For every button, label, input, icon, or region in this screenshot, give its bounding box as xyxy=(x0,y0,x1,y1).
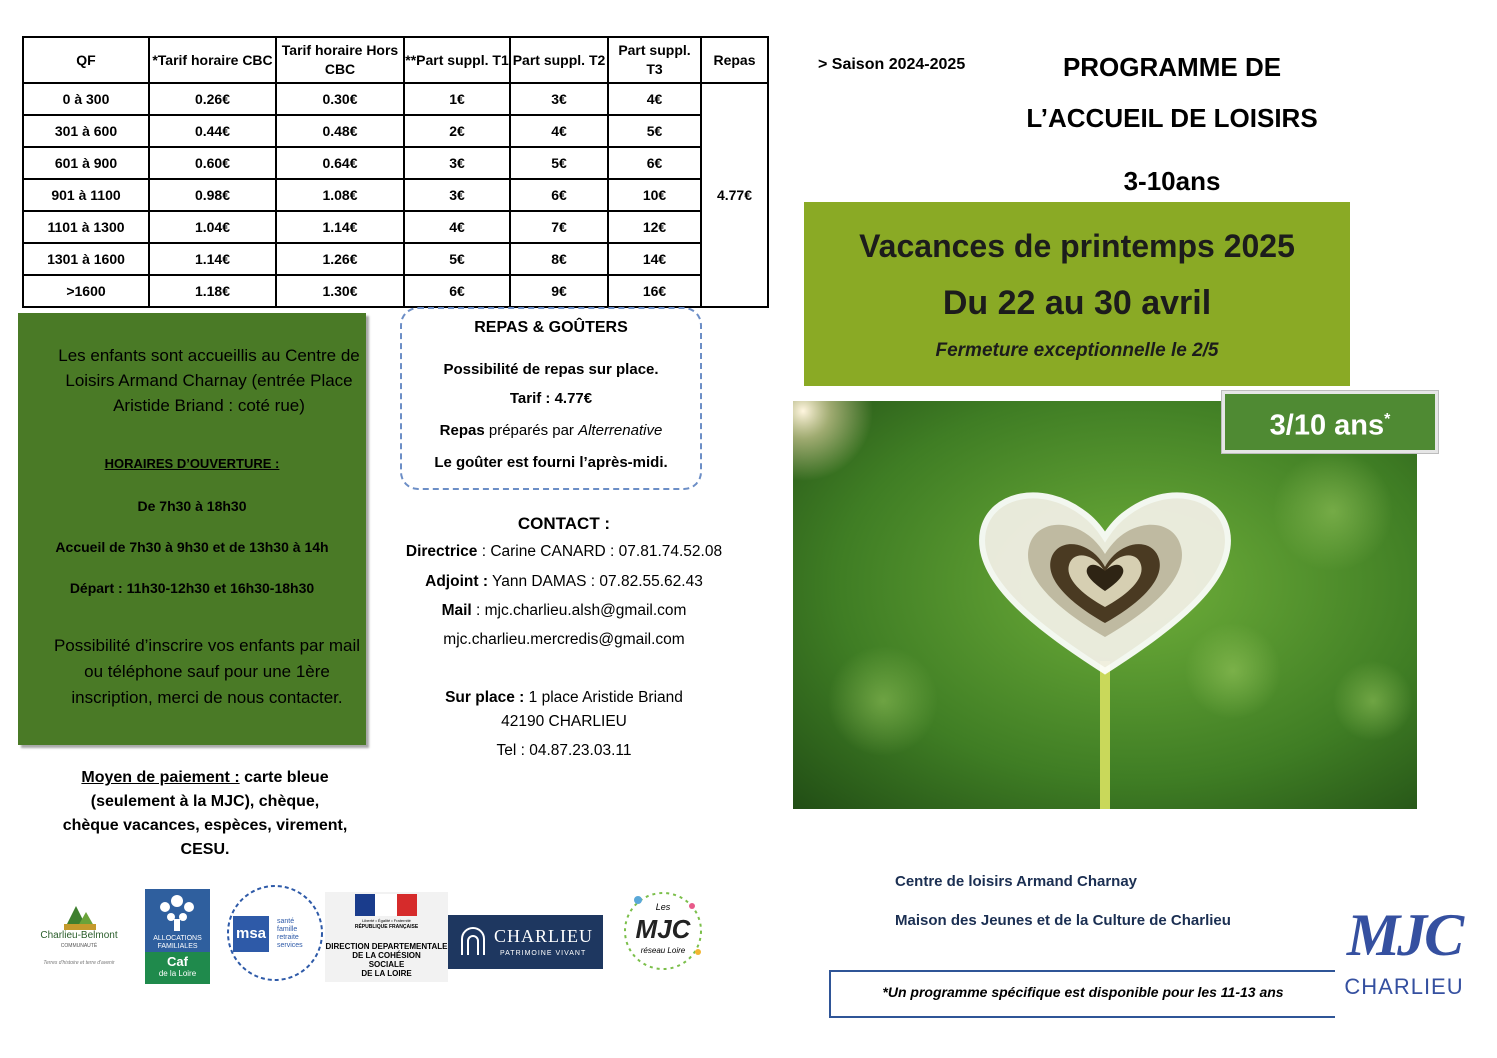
contact-directrice xyxy=(380,543,748,561)
tariff-cell-t2: 5€ xyxy=(510,147,608,179)
tariff-cell-cbc: 0.44€ xyxy=(149,115,276,147)
rf-motto: Liberté • Égalité • Fraternité xyxy=(362,918,411,923)
directrice-label: Directrice xyxy=(405,543,478,560)
contact-adjoint xyxy=(380,573,748,591)
caf-family-icon xyxy=(145,889,210,934)
repas-line3 xyxy=(402,422,700,439)
repas-title: REPAS & GOÛTERS xyxy=(474,319,628,336)
vacation-panel xyxy=(804,202,1350,386)
tariff-cell-cbc: 0.60€ xyxy=(149,147,276,179)
directrice-value: : Carine CANARD : 07.81.74.52.08 xyxy=(477,543,723,560)
tariff-cell-cbc: 0.98€ xyxy=(149,179,276,211)
ddcs-lines xyxy=(325,942,448,978)
tariff-cell-t1: 6€ xyxy=(404,275,510,307)
tariff-cell-t1: 1€ xyxy=(404,83,510,115)
tariff-cell-t1: 3€ xyxy=(404,147,510,179)
tariff-cell-cbc: 0.26€ xyxy=(149,83,276,115)
charlieu-belmont-logo xyxy=(28,900,130,972)
contact-tel: Tel : 04.87.23.03.11 xyxy=(496,742,632,759)
table-row xyxy=(23,211,768,243)
tariff-cell-t3: 5€ xyxy=(608,115,701,147)
tariff-cell-t1: 2€ xyxy=(404,115,510,147)
charlieu-arch-icon xyxy=(458,927,488,957)
info-box xyxy=(18,313,366,745)
adjoint-label: Adjoint : xyxy=(425,573,488,590)
tariff-cell-cbc: 1.18€ xyxy=(149,275,276,307)
dandelion-heart-image xyxy=(793,401,1417,809)
charlieu-belmont-name: Charlieu-Belmont xyxy=(40,930,118,941)
rf-name: RÉPUBLIQUE FRANÇAISE xyxy=(354,924,419,930)
table-row xyxy=(23,115,768,147)
repas-box xyxy=(400,307,702,490)
inscription-text: Possibilité d’inscrire vos enfants par mail ou téléphone sauf pour une 1ère inscription, merci de nous contacter. xyxy=(53,636,361,707)
vacation-closure: Fermeture exceptionnelle le 2/5 xyxy=(935,340,1219,361)
tariff-cell-t1: 3€ xyxy=(404,179,510,211)
accueil-text: Accueil de 7h30 à 9h30 et de 13h30 à 14h xyxy=(55,539,329,555)
mjc-reseau-mark: MJC xyxy=(635,914,691,944)
table-row xyxy=(23,147,768,179)
msa-line: famille xyxy=(277,926,298,933)
program-title-3: 3-10ans xyxy=(1123,166,1221,196)
tariff-header-row xyxy=(23,37,768,83)
charlieu-name: CHARLIEU xyxy=(494,926,593,946)
tariff-cell-hors-cbc: 1.08€ xyxy=(276,179,404,211)
caf-sub: de la Loire xyxy=(158,969,197,978)
repas-line1: Possibilité de repas sur place. xyxy=(443,361,659,378)
msa-line: retraite xyxy=(277,934,299,941)
payment-label: Moyen de paiement : xyxy=(81,769,240,786)
vacation-title: Vacances de printemps 2025 xyxy=(859,228,1295,264)
table-row xyxy=(23,83,768,115)
depart-text: Départ : 11h30-12h30 et 16h30-18h30 xyxy=(69,580,315,596)
dandelion-heart-photo xyxy=(793,401,1417,809)
contact-mail2[interactable]: mjc.charlieu.mercredis@gmail.com xyxy=(443,631,685,648)
vacation-dates: Du 22 au 30 avril xyxy=(942,284,1212,322)
tariff-cell-t2: 7€ xyxy=(510,211,608,243)
tariff-cell-qf: 601 à 900 xyxy=(23,147,149,179)
tariff-cell-t1: 5€ xyxy=(404,243,510,275)
program-title-2: L’ACCUEIL DE LOISIRS xyxy=(1026,103,1318,133)
tariff-cell-t3: 12€ xyxy=(608,211,701,243)
repas-label: Repas xyxy=(439,422,485,439)
mjc-charlieu-logo xyxy=(1338,902,1470,1002)
charlieu-belmont-sub: COMMUNAUTÉ xyxy=(60,943,98,949)
msa-line: santé xyxy=(277,918,295,925)
contact-city: 42190 CHARLIEU xyxy=(501,713,627,730)
table-row xyxy=(23,179,768,211)
msa-logo xyxy=(225,884,325,982)
repas-provider: Alterrenative xyxy=(578,422,663,439)
tariff-cell-t3: 4€ xyxy=(608,83,701,115)
tariff-cell-cbc: 1.14€ xyxy=(149,243,276,275)
tariff-cell-hors-cbc: 0.30€ xyxy=(276,83,404,115)
mjc-big-sub: CHARLIEU xyxy=(1344,974,1464,999)
payment-line2: (seulement à la MJC), chèque, xyxy=(90,793,320,810)
footer-centre: Centre de loisirs Armand Charnay xyxy=(895,873,1138,890)
program-title-1: PROGRAMME DE xyxy=(1062,52,1282,82)
tariff-cell-t3: 6€ xyxy=(608,147,701,179)
tariff-cell-qf: 901 à 1100 xyxy=(23,179,149,211)
payment-line4: CESU. xyxy=(180,841,230,858)
hours-title: HORAIRES D’OUVERTURE : xyxy=(104,456,280,471)
charlieu-belmont-tag: Terres d'histoire et terre d'avenir xyxy=(43,960,115,966)
payment-line1 xyxy=(30,766,380,790)
mjc-big-mark: MJC xyxy=(1346,902,1462,968)
gouter-line: Le goûter est fourni l’après-midi. xyxy=(434,454,668,471)
place-value: 1 place Aristide Briand xyxy=(524,689,683,706)
tariff-cell-t2: 3€ xyxy=(510,83,608,115)
tariff-header-cbc: *Tarif horaire CBC xyxy=(149,37,276,83)
payment-line3: chèque vacances, espèces, virement, xyxy=(62,817,348,834)
tariff-cell-cbc: 1.04€ xyxy=(149,211,276,243)
msa-mark: msa xyxy=(233,916,269,952)
tariff-cell-hors-cbc: 1.26€ xyxy=(276,243,404,275)
contact-title: CONTACT : xyxy=(517,514,611,533)
age-badge xyxy=(1222,391,1438,453)
table-row xyxy=(23,275,768,307)
tariff-cell-qf: 1301 à 1600 xyxy=(23,243,149,275)
ddcs-line: DE LA COHÉSION xyxy=(352,951,421,960)
mjc-reseau-top: Les xyxy=(655,902,671,912)
tariff-body xyxy=(23,83,768,307)
footer-note: *Un programme spécifique est disponible pour les 11-13 ans xyxy=(829,970,1335,1018)
tariff-header-t2: Part suppl. T2 xyxy=(510,37,608,83)
repas-tarif: Tarif : 4.77€ xyxy=(509,390,593,407)
tariff-cell-hors-cbc: 1.30€ xyxy=(276,275,404,307)
contact-mail xyxy=(380,602,748,620)
msa-lines xyxy=(277,918,303,950)
tariff-cell-hors-cbc: 1.14€ xyxy=(276,211,404,243)
ddcs-line: DE LA LOIRE xyxy=(361,969,412,978)
tariff-cell-qf: 0 à 300 xyxy=(23,83,149,115)
tariff-cell-hors-cbc: 0.64€ xyxy=(276,147,404,179)
tariff-cell-t2: 6€ xyxy=(510,179,608,211)
caf-logo xyxy=(145,889,210,984)
tariff-cell-hors-cbc: 0.48€ xyxy=(276,115,404,147)
ddcs-line: DIRECTION DEPARTEMENTALE xyxy=(325,942,448,951)
tariff-cell-t1: 4€ xyxy=(404,211,510,243)
tariff-header-t3: Part suppl. T3 xyxy=(608,37,701,83)
footer-mjc: Maison des Jeunes et de la Culture de Charlieu xyxy=(895,912,1231,929)
tariff-cell-t3: 10€ xyxy=(608,179,701,211)
caf-top: ALLOCATIONS FAMILIALES xyxy=(153,935,202,950)
mjc-reseau-logo xyxy=(618,886,708,976)
tariff-header-repas: Repas xyxy=(701,37,768,83)
tariff-cell-repas: 4.77€ xyxy=(701,83,768,307)
tariff-cell-t3: 16€ xyxy=(608,275,701,307)
tariff-cell-qf: 1101 à 1300 xyxy=(23,211,149,243)
ddcs-line: SOCIALE xyxy=(368,960,405,969)
tariff-cell-t2: 8€ xyxy=(510,243,608,275)
payment-section xyxy=(30,766,380,862)
tariff-cell-t3: 14€ xyxy=(608,243,701,275)
table-row xyxy=(23,243,768,275)
mail-label: Mail xyxy=(441,602,472,619)
caf-name: Caf xyxy=(167,954,188,969)
hours-text: De 7h30 à 18h30 xyxy=(137,498,247,514)
tariff-cell-t2: 9€ xyxy=(510,275,608,307)
tariff-cell-qf: 301 à 600 xyxy=(23,115,149,147)
mjc-reseau-bottom: réseau Loire xyxy=(640,946,686,955)
payment-text1: carte bleue xyxy=(239,769,329,786)
ddcs-logo xyxy=(325,892,448,982)
age-badge-text: 3/10 ans xyxy=(1269,409,1385,442)
charlieu-sub: PATRIMOINE VIVANT xyxy=(500,950,587,957)
mail-value[interactable]: : mjc.charlieu.alsh@gmail.com xyxy=(471,602,687,619)
repas-mid: préparés par xyxy=(484,422,579,439)
tariff-cell-t2: 4€ xyxy=(510,115,608,147)
adjoint-value: Yann DAMAS : 07.82.55.62.43 xyxy=(487,573,703,590)
tariff-table xyxy=(22,36,769,308)
tariff-header-t1: **Part suppl. T1 xyxy=(404,37,510,83)
tariff-header-hors-cbc: Tarif horaire Hors CBC xyxy=(276,37,404,83)
season-label: > Saison 2024-2025 xyxy=(818,56,966,73)
age-badge-star: * xyxy=(1384,411,1391,428)
contact-place xyxy=(380,689,748,707)
tariff-header-qf: QF xyxy=(23,37,149,83)
charlieu-patrimoine-logo xyxy=(448,915,603,969)
tariff-cell-qf: >1600 xyxy=(23,275,149,307)
msa-line: services xyxy=(277,942,303,949)
info-intro: Les enfants sont accueillis au Centre de Loisirs Armand Charnay (entrée Place Aristide Briand : coté rue) xyxy=(58,346,360,415)
place-label: Sur place : xyxy=(445,689,525,706)
